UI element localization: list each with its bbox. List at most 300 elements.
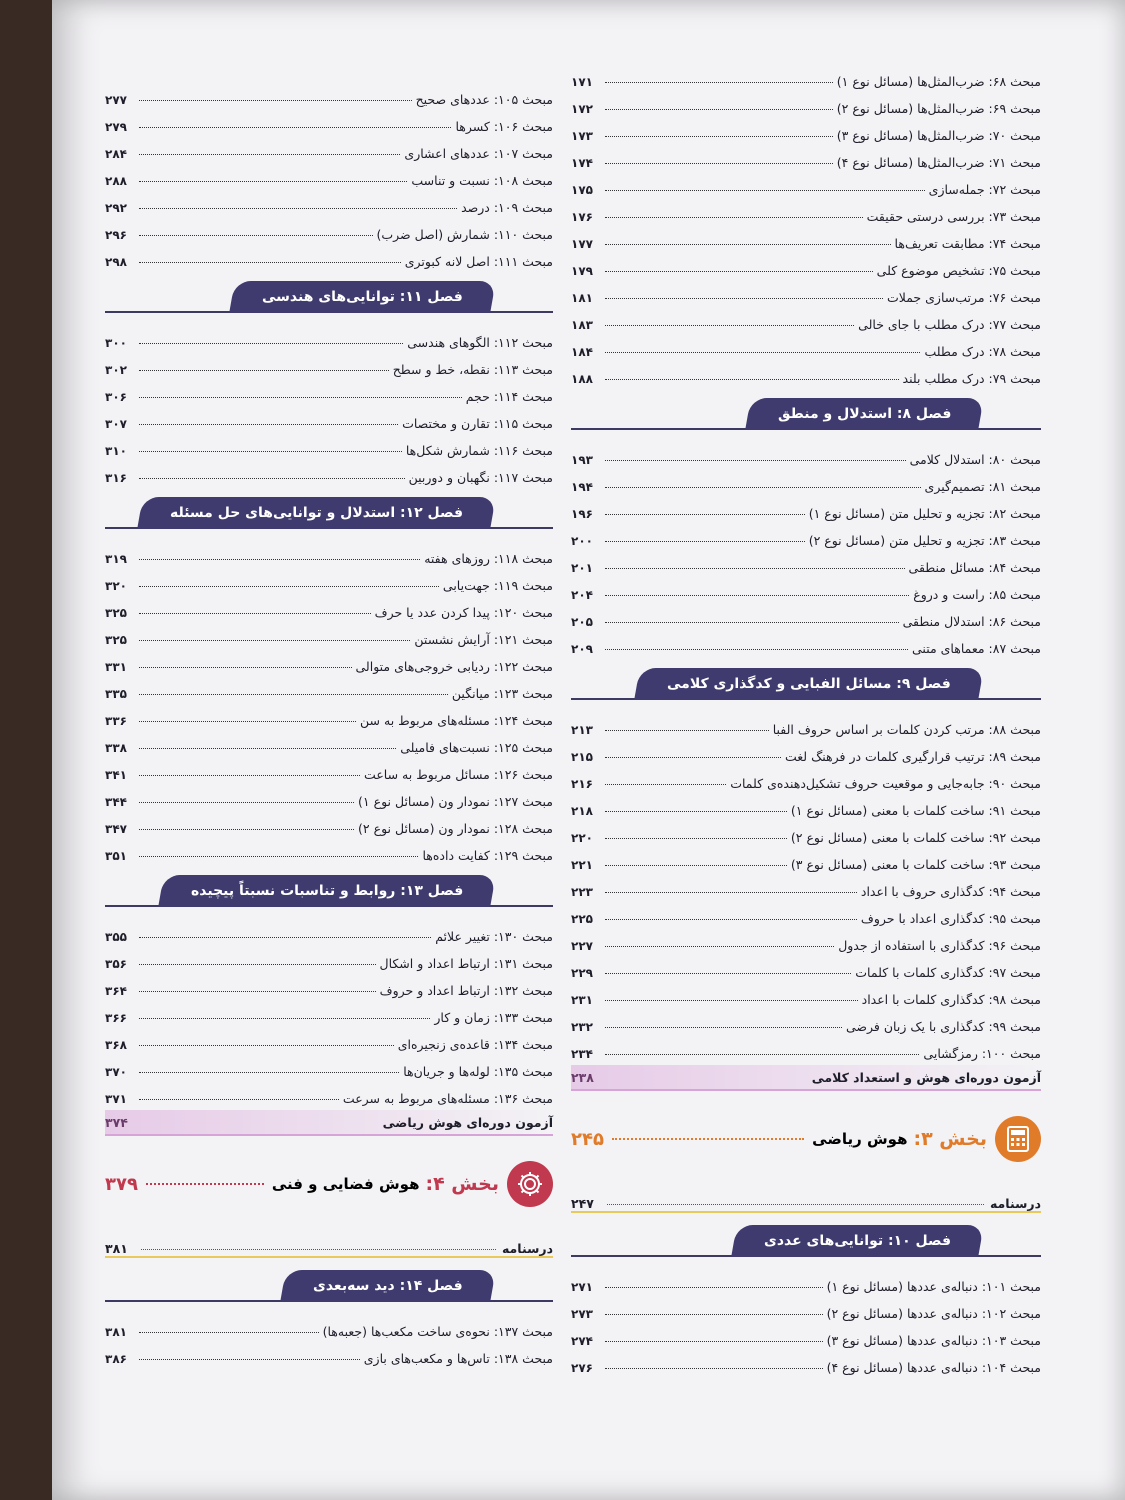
toc-topic: مبحث ۹۳: ساخت کلمات با معنی (مسائل نوع ۳) [790,857,1041,872]
toc-topic: مبحث ۹۹: کدگذاری با یک زبان فرضی [846,1019,1041,1034]
toc-row [105,674,553,701]
toc-topic: مبحث ۸۴: مسائل منطقی [908,560,1041,575]
toc-page-number: ۲۳۴ [571,1047,593,1061]
leader-dots [605,82,833,83]
leader-dots [139,856,418,857]
toc-page-number: ۲۹۲ [105,201,127,215]
leader-dots [139,964,376,965]
toc-topic: مبحث ۷۹: درک مطلب بلند [902,371,1041,386]
chapter-pill [137,497,496,529]
toc-page-number: ۲۰۹ [571,642,593,656]
toc-topic: مبحث ۱۰۲: دنباله‌ی عددها (مسائل نوع ۲) [826,1306,1041,1321]
leader-dots [139,937,431,938]
toc-page-number: ۲۸۸ [105,174,127,188]
toc-page-number: ۳۲۵ [105,633,127,647]
toc-page-number: ۲۷۷ [105,93,127,107]
leader-dots [139,127,451,128]
leader-dots [139,829,354,830]
toc-topic: مبحث ۱۱۳: نقطه، خط و سطح [392,362,553,377]
toc-row [105,620,553,647]
toc-page-number: ۳۲۰ [105,579,127,593]
toc-topic: مبحث ۱۱۲: الگوهای هندسی [407,335,553,350]
toc-page-number: ۱۷۳ [571,129,593,143]
toc-page-number: ۳۴۴ [105,795,127,809]
toc-topic: مبحث ۱۰۴: دنباله‌ی عددها (مسائل نوع ۴) [826,1360,1041,1375]
toc-topic: مبحث ۱۰۳: دنباله‌ی عددها (مسائل نوع ۳) [826,1333,1041,1348]
leader-dots [605,865,787,866]
toc-topic: مبحث ۷۴: مطابقت تعریف‌ها [894,236,1041,251]
leader-dots [605,649,908,650]
toc-row [105,350,553,377]
toc-row [571,62,1041,89]
chapter-heading-10 [571,1219,1041,1267]
toc-row [105,944,553,971]
toc-row [105,323,553,350]
toc-row [105,431,553,458]
chapter-pill [158,875,496,907]
leader-dots [139,343,403,344]
leader-dots [139,802,354,803]
toc-topic: مبحث ۷۳: بررسی درستی حقیقت [866,209,1041,224]
toc-group [105,539,553,863]
leader-dots [139,478,405,479]
toc-page-number: ۱۸۴ [571,345,593,359]
toc-page-number: ۳۷۰ [105,1065,127,1079]
toc-topic: مبحث ۹۲: ساخت کلمات با معنی (مسائل نوع ۲) [790,830,1041,845]
leader-dots [139,613,371,614]
toc-topic: مبحث ۸۸: مرتب کردن کلمات بر اساس حروف الفبا [772,722,1041,737]
toc-row [571,602,1041,629]
leader-dots [141,1249,496,1250]
toc-row [105,404,553,431]
toc-page-number: ۳۱۹ [105,552,127,566]
leader-dots [605,1000,858,1001]
toc-row [105,458,553,485]
toc-row [571,953,1041,980]
chapter-title: فصل ۱۴: دید سه‌بعدی [313,1278,463,1294]
toc-topic: مبحث ۱۱۱: اصل لانه کبوتری [404,254,553,269]
toc-page-number: ۲۲۱ [571,858,593,872]
leader-dots [139,1045,394,1046]
toc-page-number: ۲۲۵ [571,912,593,926]
toc-page-number: ۱۸۳ [571,318,593,332]
toc-row [571,1007,1041,1034]
toc-page-number: ۳۵۱ [105,849,127,863]
toc-topic: مبحث ۹۶: کدگذاری با استفاده از جدول [838,938,1041,953]
gear-icon [507,1161,553,1207]
toc-topic: مبحث ۱۱۵: تقارن و مختصات [402,416,553,431]
toc-page-number: ۳۴۱ [105,768,127,782]
part-label: بخش ۳: [913,1128,987,1150]
toc-page-number: ۳۷۱ [105,1092,127,1106]
toc-row [105,134,553,161]
leader-dots [139,991,376,992]
leader-dots [139,640,410,641]
leader-dots [139,208,457,209]
leader-dots [139,424,398,425]
toc-page-number: ۲۰۵ [571,615,593,629]
chapter-title: فصل ۹: مسائل الفبایی و کدگذاری کلامی [667,676,951,692]
leader-dots [605,460,906,461]
toc-row [571,494,1041,521]
toc-row [571,278,1041,305]
toc-group [571,710,1041,1061]
toc-row [571,575,1041,602]
toc-left-column [105,80,553,1366]
toc-page-number: ۲۲۳ [571,885,593,899]
toc-topic: مبحث ۱۲۵: نسبت‌های فامیلی [400,740,553,755]
toc-topic: مبحث ۷۷: درک مطلب با جای خالی [858,317,1041,332]
toc-page-number: ۲۷۳ [571,1307,593,1321]
toc-page-number: ۲۱۳ [571,723,593,737]
toc-row [571,899,1041,926]
toc-page-number: ۳۰۲ [105,363,127,377]
toc-page-number: ۲۱۸ [571,804,593,818]
toc-row [105,242,553,269]
toc-page-number: ۱۷۶ [571,210,593,224]
leader-dots [605,298,883,299]
leader-dots [139,181,407,182]
toc-row [571,116,1041,143]
part-subtitle: هوش ریاضی [812,1130,908,1148]
chapter-heading-9 [571,662,1041,710]
toc-page-number: ۲۷۴ [571,1334,593,1348]
toc-row [571,548,1041,575]
toc-page-number: ۳۱۶ [105,471,127,485]
chapter-pill [745,398,984,430]
leader-dots [139,1018,430,1019]
toc-group [105,80,553,269]
leader-dots [139,1359,360,1360]
part-heading-4 [105,1154,553,1214]
toc-topic: مبحث ۱۳۱: ارتباط اعداد و اشکال [379,956,553,971]
chapter-pill [229,281,495,313]
toc-page-number: ۲۰۰ [571,534,593,548]
toc-topic: مبحث ۹۵: کدگذاری اعداد با حروف [860,911,1041,926]
toc-row [571,737,1041,764]
leader-dots [605,217,863,218]
toc-page-number: ۳۵۶ [105,957,127,971]
toc-topic: مبحث ۸۲: تجزیه و تحلیل متن (مسائل نوع ۱) [808,506,1041,521]
toc-page-number: ۲۲۹ [571,966,593,980]
toc-page-number: ۲۷۹ [105,120,127,134]
leader-dots [607,1204,984,1205]
toc-page-number: ۲۸۴ [105,147,127,161]
toc-row [571,845,1041,872]
chapter-heading-8 [571,392,1041,440]
leader-dots [139,748,396,749]
exam-page: ۳۷۴ [105,1114,128,1130]
toc-row [571,1034,1041,1061]
toc-topic: مبحث ۱۰۰: رمزگشایی [923,1046,1041,1061]
toc-topic: مبحث ۱۲۲: ردیابی خروجی‌های متوالی [355,659,553,674]
chapter-title: فصل ۱۱: توانایی‌های هندسی [262,289,463,305]
lesson-row [571,1183,1041,1213]
toc-row [571,1267,1041,1294]
toc-topic: مبحث ۱۰۱: دنباله‌ی عددها (مسائل نوع ۱) [826,1279,1041,1294]
leader-dots [605,136,833,137]
toc-page-number: ۲۳۲ [571,1020,593,1034]
toc-row [105,782,553,809]
toc-page-number: ۲۲۰ [571,831,593,845]
toc-row [571,791,1041,818]
toc-row [105,107,553,134]
leader-dots [605,244,891,245]
toc-topic: مبحث ۱۲۰: پیدا کردن عدد یا حرف [374,605,553,620]
leader-dots [139,586,439,587]
toc-page-number: ۲۷۶ [571,1361,593,1375]
toc-topic: مبحث ۷۱: ضرب‌المثل‌ها (مسائل نوع ۴) [836,155,1041,170]
toc-row [571,926,1041,953]
leader-dots [139,1099,339,1100]
chapter-title: فصل ۱۲: استدلال و توانایی‌های حل مسئله [169,505,463,521]
leader-dots [139,451,402,452]
toc-group [571,62,1041,386]
leader-dots [605,919,857,920]
toc-page-number: ۳۳۵ [105,687,127,701]
leader-dots [605,892,857,893]
toc-page-number: ۳۳۸ [105,741,127,755]
toc-row [571,764,1041,791]
toc-row [571,818,1041,845]
toc-group [571,440,1041,656]
toc-page-number: ۲۱۵ [571,750,593,764]
toc-topic: مبحث ۱۱۴: حجم [465,389,553,404]
leader-dots [139,1332,319,1333]
toc-row [571,1321,1041,1348]
leader-dots [139,775,360,776]
toc-row [571,170,1041,197]
toc-row [105,728,553,755]
toc-row [571,332,1041,359]
toc-row [571,143,1041,170]
toc-row [105,593,553,620]
toc-row [571,1348,1041,1375]
leader-dots [605,757,781,758]
toc-row [105,539,553,566]
toc-topic: مبحث ۶۹: ضرب‌المثل‌ها (مسائل نوع ۲) [836,101,1041,116]
toc-row [105,566,553,593]
toc-topic: مبحث ۱۰۶: کسرها [455,119,553,134]
leader-dots [605,838,787,839]
part-subtitle: هوش فضایی و فنی [271,1175,420,1193]
leader-dots [605,514,805,515]
toc-page-number: ۱۷۴ [571,156,593,170]
toc-topic: مبحث ۹۱: ساخت کلمات با معنی (مسائل نوع ۱) [790,803,1041,818]
leader-dots [605,379,899,380]
toc-topic: مبحث ۱۳۸: تاس‌ها و مکعب‌های بازی [363,1351,553,1366]
toc-topic: مبحث ۱۳۰: تغییر علائم [435,929,553,944]
toc-page-number: ۱۷۱ [571,75,593,89]
toc-row [105,215,553,242]
toc-row [571,305,1041,332]
exam-title: آزمون دوره‌ای هوش ریاضی [382,1114,553,1130]
toc-row [105,971,553,998]
toc-topic: مبحث ۱۳۷: نحوه‌ی ساخت مکعب‌ها (جعبه‌ها) [322,1324,553,1339]
toc-topic: مبحث ۱۲۴: مسئله‌های مربوط به سن [360,713,553,728]
toc-page-number: ۳۰۰ [105,336,127,350]
toc-page-number: ۳۲۵ [105,606,127,620]
toc-page-number: ۱۷۵ [571,183,593,197]
leader-dots [605,568,905,569]
toc-row [571,872,1041,899]
toc-page-number: ۳۰۷ [105,417,127,431]
lesson-page: ۳۸۱ [105,1241,128,1256]
toc-topic: مبحث ۹۸: کدگذاری کلمات با اعداد [861,992,1041,1007]
calculator-icon [995,1116,1041,1162]
toc-row [571,629,1041,656]
toc-page-number: ۳۶۴ [105,984,127,998]
leader-dots [605,109,833,110]
toc-page-number: ۳۳۶ [105,714,127,728]
leader-dots [139,694,448,695]
leader-dots [605,730,769,731]
toc-page-number: ۲۱۶ [571,777,593,791]
leader-dots [605,190,925,191]
toc-topic: مبحث ۱۱۶: شمارش شکل‌ها [405,443,553,458]
toc-topic: مبحث ۹۰: جابه‌جایی و موقعیت حروف تشکیل‌دهنده‌ی کلمات [730,776,1041,791]
chapter-heading-13 [105,869,553,917]
toc-row [105,1339,553,1366]
toc-row [571,89,1041,116]
toc-row [571,710,1041,737]
toc-page-number: ۳۵۵ [105,930,127,944]
toc-row [571,980,1041,1007]
toc-page-number: ۲۲۷ [571,939,593,953]
leader-dots [605,487,921,488]
exam-page: ۲۳۸ [571,1069,594,1085]
book-page [52,0,1125,1500]
toc-page-number: ۲۳۱ [571,993,593,1007]
toc-row [105,836,553,863]
toc-group [105,917,553,1106]
chapter-pill [634,668,983,700]
toc-row [105,80,553,107]
chapter-title: فصل ۱۳: روابط و تناسبات نسبتاً پیچیده [190,883,463,899]
toc-topic: مبحث ۱۱۷: نگهبان و دوربین [408,470,553,485]
toc-page-number: ۱۹۳ [571,453,593,467]
toc-topic: مبحث ۸۰: استدلال کلامی [909,452,1041,467]
toc-page-number: ۱۹۶ [571,507,593,521]
toc-page-number: ۳۳۱ [105,660,127,674]
toc-page-number: ۲۰۴ [571,588,593,602]
leader-dots [139,559,420,560]
toc-topic: مبحث ۶۸: ضرب‌المثل‌ها (مسائل نوع ۱) [836,74,1041,89]
toc-row [105,377,553,404]
leader-dots [605,595,909,596]
chapter-heading-12 [105,491,553,539]
toc-page-number: ۲۷۱ [571,1280,593,1294]
leader-dots [605,163,833,164]
leader-dots [605,622,899,623]
toc-page-number: ۱۸۸ [571,372,593,386]
lesson-page: ۲۴۷ [571,1196,594,1211]
leader-dots [139,397,462,398]
lesson-title: درسنامه [501,1241,553,1256]
leader-dots [605,1341,823,1342]
toc-page-number: ۲۰۱ [571,561,593,575]
leader-dots [605,1287,823,1288]
leader-dots [605,271,873,272]
toc-topic: مبحث ۱۲۶: مسائل مربوط به ساعت [364,767,553,782]
toc-row [105,809,553,836]
exam-row [105,1110,553,1136]
chapter-pill [281,1270,496,1302]
toc-topic: مبحث ۱۱۹: جهت‌یابی [442,578,553,593]
toc-topic: مبحث ۱۳۵: لوله‌ها و جریان‌ها [403,1064,553,1079]
chapter-heading-11 [105,275,553,323]
toc-topic: مبحث ۸۹: ترتیب قرارگیری کلمات در فرهنگ لغت [784,749,1041,764]
toc-row [105,755,553,782]
toc-group [105,1312,553,1366]
toc-row [571,467,1041,494]
leader-dots [139,1072,399,1073]
toc-page-number: ۳۶۶ [105,1011,127,1025]
toc-topic: مبحث ۱۰۹: درصد [461,200,553,215]
leader-dots [605,325,854,326]
toc-right-column [571,62,1041,1375]
toc-row [105,917,553,944]
toc-topic: مبحث ۸۵: راست و دروغ [913,587,1041,602]
leader-dots [139,154,400,155]
toc-topic: مبحث ۱۲۸: نمودار ون (مسائل نوع ۲) [358,821,553,836]
toc-page-number: ۱۷۷ [571,237,593,251]
lesson-title: درسنامه [989,1196,1041,1211]
toc-topic: مبحث ۸۳: تجزیه و تحلیل متن (مسائل نوع ۲) [808,533,1041,548]
leader-dots [605,1368,823,1369]
toc-topic: مبحث ۱۳۴: قاعده‌ی زنجیره‌ای [397,1037,553,1052]
toc-topic: مبحث ۷۶: مرتب‌سازی جملات [886,290,1041,305]
exam-title: آزمون دوره‌ای هوش و استعداد کلامی [811,1069,1041,1085]
chapter-title: فصل ۱۰: توانایی‌های عددی [763,1233,951,1249]
toc-topic: مبحث ۱۳۳: زمان و کار [434,1010,553,1025]
toc-topic: مبحث ۱۳۲: ارتباط اعداد و حروف [379,983,553,998]
leader-dots [139,721,356,722]
lesson-row [105,1228,553,1258]
leader-dots [139,100,412,101]
toc-row [571,359,1041,386]
toc-topic: مبحث ۱۱۸: روزهای هفته [424,551,553,566]
chapter-title: فصل ۸: استدلال و منطق [777,406,951,422]
toc-row [571,521,1041,548]
leader-dots [605,946,834,947]
leader-dots [146,1183,264,1185]
toc-row [105,998,553,1025]
toc-page-number: ۱۷۲ [571,102,593,116]
toc-topic: مبحث ۷۲: جمله‌سازی [928,182,1041,197]
toc-topic: مبحث ۱۲۱: آرایش نشستن [414,632,553,647]
toc-row [105,1079,553,1106]
leader-dots [139,262,401,263]
leader-dots [605,973,851,974]
toc-topic: مبحث ۸۶: استدلال منطقی [902,614,1041,629]
part-page: ۳۷۹ [105,1173,138,1195]
leader-dots [612,1138,804,1140]
part-label: بخش ۴: [425,1173,499,1195]
toc-page-number: ۳۱۰ [105,444,127,458]
leader-dots [605,352,920,353]
toc-row [105,188,553,215]
toc-topic: مبحث ۹۷: کدگذاری کلمات با کلمات [855,965,1041,980]
toc-page-number: ۳۴۷ [105,822,127,836]
toc-row [571,440,1041,467]
toc-topic: مبحث ۱۱۰: شمارش (اصل ضرب) [376,227,553,242]
toc-row [571,1294,1041,1321]
toc-page-number: ۳۸۶ [105,1352,127,1366]
toc-page-number: ۱۸۱ [571,291,593,305]
toc-topic: مبحث ۹۴: کدگذاری حروف با اعداد [860,884,1041,899]
chapter-heading-14 [105,1264,553,1312]
